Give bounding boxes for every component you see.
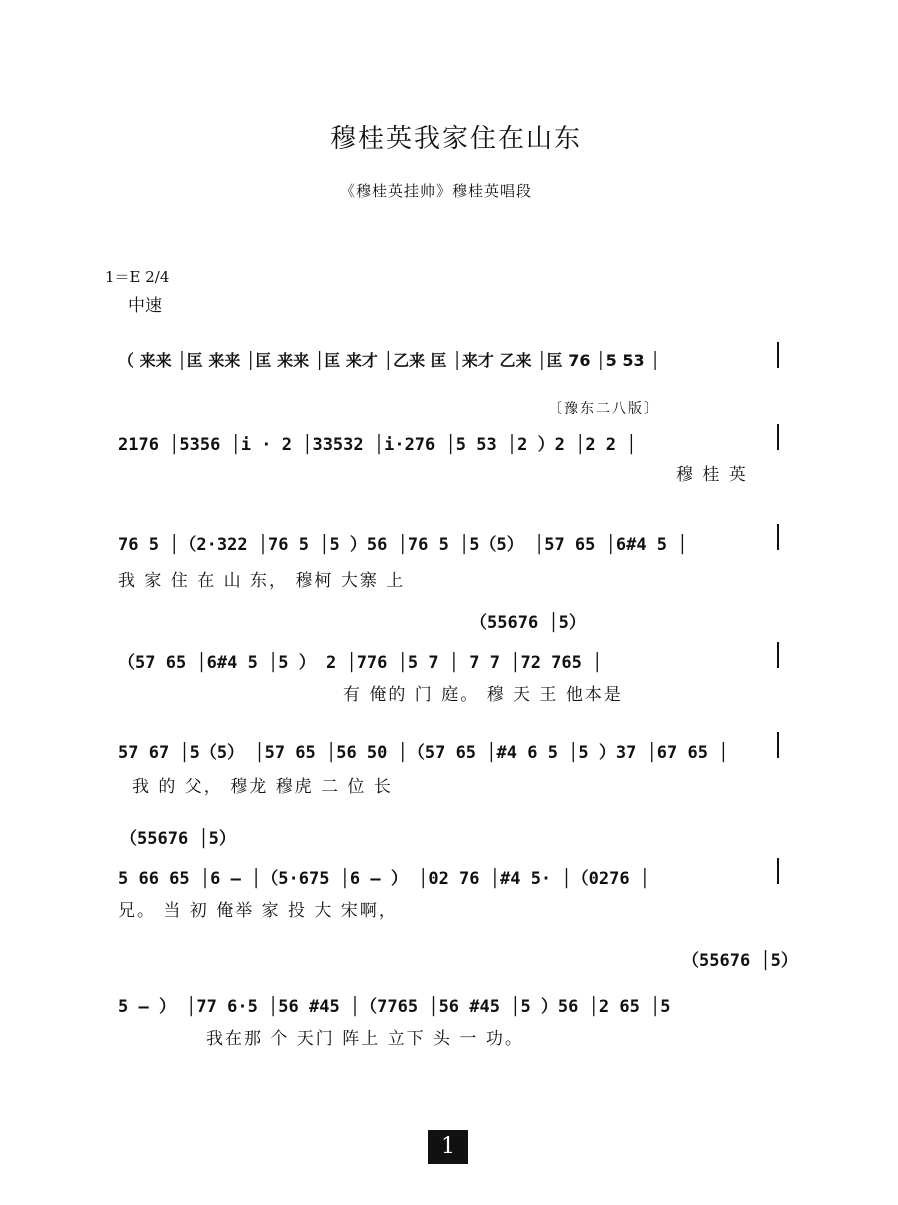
tempo-marking: 中速 xyxy=(128,296,162,316)
page-number: 1 xyxy=(428,1130,468,1164)
score-line-3-notes: 76 5 │（2·322 │76 5 │5 ）56 │76 5 │5（5） │57 65 │6#4 5 │ xyxy=(118,535,688,555)
score-line-2-lyrics: 穆 桂 英 xyxy=(676,465,748,485)
page-subtitle: 《穆桂英挂帅》穆桂英唱段 xyxy=(340,182,533,200)
score-line-4-aside: （55676 │5） xyxy=(470,613,586,633)
score-line-6-aside: （55676 │5） xyxy=(120,829,236,849)
score-line-5-notes: 57 67 │5（5） │57 65 │56 50 │（57 65 │#4 6 5 │5 ）37 │67 65 │ xyxy=(118,743,729,763)
barline xyxy=(777,524,779,550)
barline xyxy=(777,732,779,758)
barline xyxy=(777,642,779,668)
section-label: 〔豫东二八版〕 xyxy=(548,401,660,417)
score-line-4-lyrics: 有 俺的 门 庭。 穆 天 王 他本是 xyxy=(343,685,623,705)
score-line-6-lyrics: 兄。 当 初 俺举 家 投 大 宋啊， xyxy=(118,901,398,921)
barline xyxy=(777,424,779,450)
barline xyxy=(777,342,779,368)
key-signature: 1＝E 2/4 xyxy=(105,268,170,286)
score-line-2-notes: 2176 │5356 │i · 2 │33532 │i·276 │5 53 │2 ）2 │2 2 │ xyxy=(118,435,637,455)
page-title: 穆桂英我家住在山东 xyxy=(330,124,583,154)
score-line-7-notes: 5 – ） │77 6·5 │56 #45 │（7765 │56 #45 │5 ）56 │2 65 │5 xyxy=(118,997,671,1017)
score-line-7-aside: （55676 │5） xyxy=(682,951,798,971)
score-line-7-lyrics: 我在那 个 天门 阵上 立下 头 一 功。 xyxy=(206,1029,524,1049)
score-line-6-notes: 5 66 65 │6 – │（5·675 │6 – ） │02 76 │#4 5· │（0276 │ xyxy=(118,869,651,889)
score-line-4-notes: （57 65 │6#4 5 │5 ） 2 │776 │5 7 │ 7 7 │72 765 │ xyxy=(118,653,603,673)
barline xyxy=(777,858,779,884)
score-line-3-lyrics: 我 家 住 在 山 东， 穆柯 大寨 上 xyxy=(118,571,406,591)
score-line-5-lyrics: 我 的 父， 穆龙 穆虎 二 位 长 xyxy=(132,777,393,797)
score-line-1-notes: （ 来来 │匡 来来 │匡 来来 │匡 来才 │乙来 匡 │来才 乙来 │匡 76 │5 53 │ xyxy=(118,351,660,370)
